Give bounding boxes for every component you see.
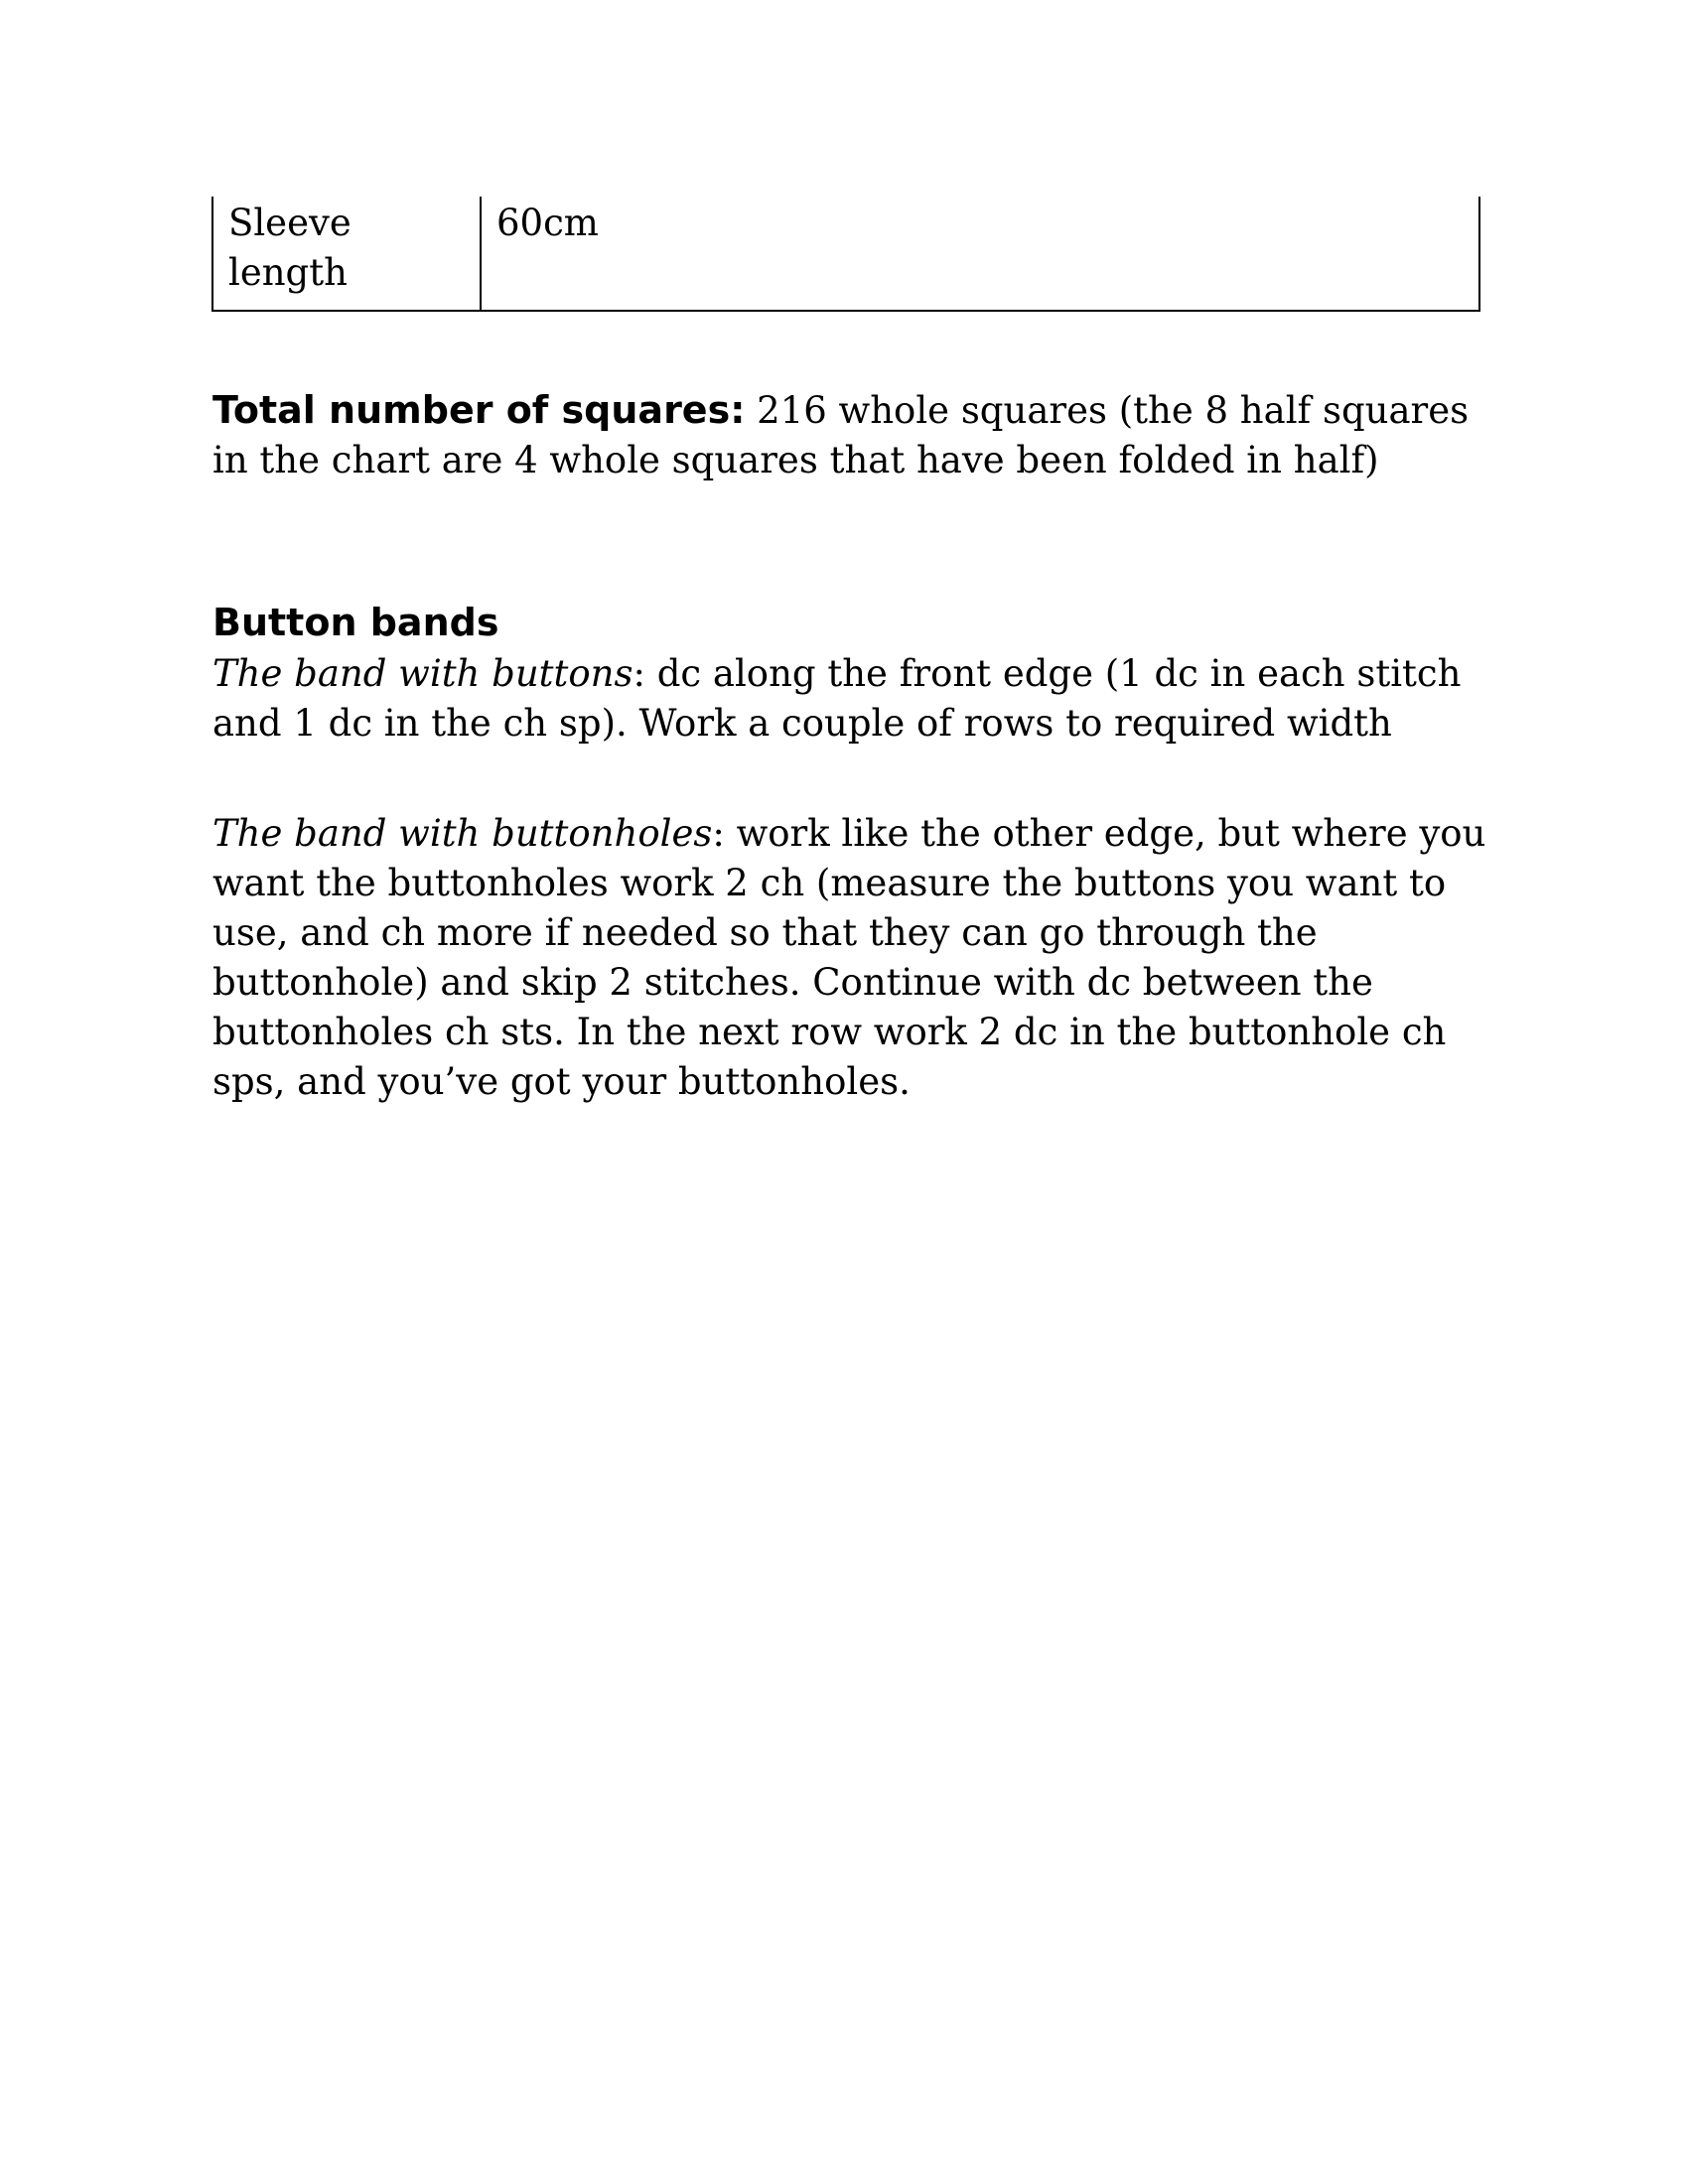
row-value: 60cm [496,202,599,244]
band-with-buttonholes-label: The band with buttonholes [212,812,713,855]
row-label: Sleeve length [228,202,352,294]
total-squares-label: Total number of squares: [212,388,746,432]
table-cell-value [481,197,1479,311]
table-cell-label [212,197,481,311]
section-heading-button-bands: Button bands [212,601,499,644]
table-row [212,197,1479,311]
total-squares-text: 216 whole squares (the 8 half squares in the chart are 4 whole squares that have been folded in half) [212,389,1470,481]
band-with-buttons-label: The band with buttons [212,652,633,695]
total-squares-paragraph [212,385,1503,485]
band-with-buttonholes-text: : work like the other edge, but where you want the buttonholes work 2 ch (measure the buttons you want to use, and ch more if needed so that they can go through the buttonhole) and skip 2 stitches. Continue with dc between the buttonholes ch sts. In the next row work 2 dc in the buttonhole ch sps, and you’ve got your buttonholes. [212,812,1486,1103]
measurements-table [211,197,1480,312]
band-with-buttons-paragraph [212,649,1503,749]
band-with-buttonholes-paragraph [212,809,1503,1107]
band-with-buttons-text: : dc along the front edge (1 dc in each stitch and 1 dc in the ch sp). Work a couple of rows to required width [212,652,1462,745]
